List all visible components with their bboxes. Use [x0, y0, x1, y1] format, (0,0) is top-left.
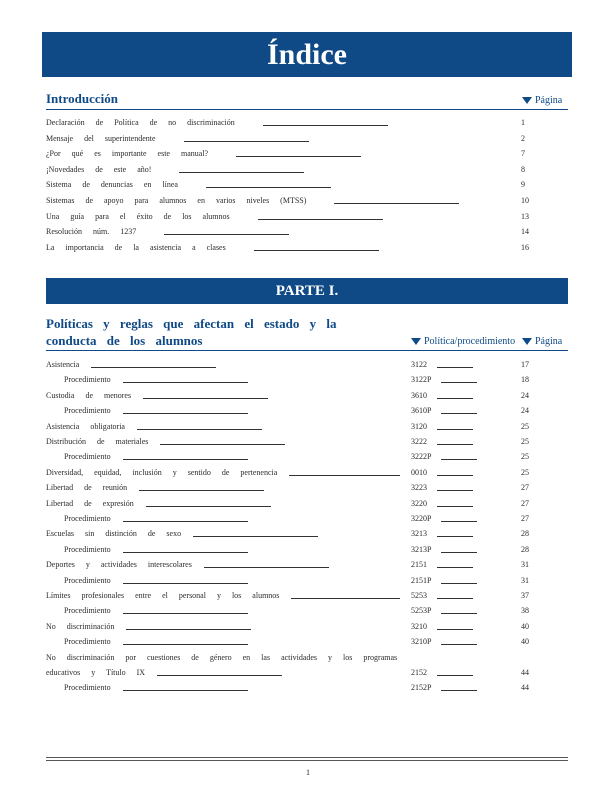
entry-page-number: 37: [521, 591, 529, 600]
dot-leader: [91, 367, 216, 368]
toc-entry: [0, 450, 616, 464]
dot-leader: [123, 413, 248, 414]
code-leader: [437, 444, 473, 445]
entry-page-number: 27: [521, 483, 529, 493]
policy-code: 5253: [411, 591, 427, 600]
policy-code: 3210P: [411, 637, 432, 647]
part1-title: PARTE I.: [275, 283, 339, 299]
toc-entry: [0, 651, 616, 665]
entry-page-number: 25: [521, 437, 529, 446]
entry-title: Mensaje del superintendente: [46, 133, 156, 143]
code-leader: [437, 629, 473, 630]
toc-entry: [0, 241, 616, 255]
entry-title: Custodia de menores: [46, 390, 132, 400]
entry-title: Escuelas sin distinción de sexo: [46, 529, 182, 539]
policy-code: 3223: [411, 483, 427, 493]
dot-leader: [258, 219, 383, 220]
toc-entry: [0, 225, 616, 239]
dot-leader: [123, 459, 248, 460]
entry-page-number: 8: [521, 164, 525, 174]
dot-leader: [123, 690, 248, 691]
entry-title: Procedimiento: [64, 544, 111, 554]
entry-page-number: 27: [521, 498, 529, 508]
code-leader: [437, 675, 473, 676]
code-leader: [441, 644, 477, 645]
policy-code: 2152P: [411, 683, 432, 692]
code-leader: [437, 567, 473, 568]
code-leader: [437, 398, 473, 399]
entry-title: Resolución núm. 1237: [46, 227, 137, 237]
entry-page-number: 28: [521, 544, 529, 554]
entry-page-number: 10: [521, 196, 529, 205]
dot-leader: [193, 536, 318, 537]
dot-leader: [139, 490, 264, 491]
entry-title: Deportes y actividades interescolares: [46, 560, 192, 570]
toc-entry: [0, 512, 616, 526]
dot-leader: [146, 506, 271, 507]
code-leader: [437, 367, 473, 368]
dot-leader: [334, 203, 459, 204]
entry-title: Diversidad, equidad, inclusión y sentido de pertenencia: [46, 467, 278, 477]
entry-title: Asistencia obligatoria: [46, 421, 125, 431]
code-leader: [441, 413, 477, 414]
entry-page-number: 9: [521, 180, 525, 190]
toc-entry: [0, 481, 616, 495]
toc-entry: [0, 435, 616, 449]
entry-title: La importancia de la asistencia a clases: [46, 242, 226, 252]
code-leader: [441, 613, 477, 614]
triangle-down-icon: [411, 338, 421, 345]
code-leader: [437, 475, 473, 476]
code-leader: [441, 382, 477, 383]
footer-rule-bottom: [46, 760, 568, 761]
part1-banner: [46, 278, 568, 304]
dot-leader: [184, 141, 309, 142]
entry-title: Distribución de materiales: [46, 437, 149, 446]
entry-page-number: 25: [521, 421, 529, 431]
toc-entry-continuation: [0, 666, 616, 680]
code-leader: [437, 536, 473, 537]
intro-page-column-header: Página: [522, 95, 562, 106]
code-leader: [441, 690, 477, 691]
entry-title: ¡Novedades de este año!: [46, 164, 152, 174]
entry-title: Procedimiento: [64, 606, 111, 616]
dot-leader: [123, 583, 248, 584]
policy-code: 3120: [411, 421, 427, 431]
entry-title: Procedimiento: [64, 637, 111, 647]
code-leader: [437, 598, 473, 599]
policy-code: 3610: [411, 390, 427, 400]
code-leader: [441, 552, 477, 553]
toc-entry: [0, 210, 616, 224]
toc-entry: [0, 604, 616, 618]
code-leader: [437, 429, 473, 430]
entry-title: ¿Por qué es importante este manual?: [46, 149, 209, 159]
dot-leader: [236, 156, 361, 157]
entry-title: Procedimiento: [64, 575, 111, 585]
policy-code: 3122: [411, 360, 427, 369]
dot-leader: [123, 644, 248, 645]
entry-page-number: 25: [521, 452, 529, 462]
dot-leader: [160, 444, 285, 445]
entry-title: Límites profesionales entre el personal y los alumnos: [46, 591, 280, 600]
toc-entry: [0, 420, 616, 434]
toc-entry: [0, 194, 616, 208]
toc-entry: [0, 178, 616, 192]
entry-page-number: 2: [521, 133, 525, 143]
entry-page-number: 44: [521, 683, 529, 692]
toc-entry: [0, 404, 616, 418]
dot-leader: [289, 475, 400, 476]
code-leader: [437, 506, 473, 507]
entry-title: Asistencia: [46, 360, 80, 369]
part1-rule: [46, 350, 568, 351]
toc-entry: [0, 620, 616, 634]
dot-leader: [126, 629, 251, 630]
part1-heading-line1: Políticas y reglas que afectan el estado y la: [46, 316, 337, 331]
toc-entry: [0, 373, 616, 387]
toc-entry: [0, 116, 616, 130]
toc-entry: [0, 132, 616, 146]
entry-page-number: 13: [521, 211, 529, 221]
toc-entry: [0, 163, 616, 177]
triangle-down-icon: [522, 338, 532, 345]
dot-leader: [123, 552, 248, 553]
entry-title: Procedimiento: [64, 514, 111, 523]
entry-page-number: 40: [521, 621, 529, 631]
policy-code: 0010: [411, 467, 427, 477]
entry-title-continued: educativos y Título IX: [46, 667, 146, 677]
toc-entry: [0, 681, 616, 695]
entry-page-number: 27: [521, 514, 529, 523]
policy-code: 2151: [411, 560, 427, 570]
policy-code: 2152: [411, 667, 427, 677]
entry-title: Procedimiento: [64, 683, 111, 692]
footer-rule-top: [46, 757, 568, 758]
policy-code: 3220P: [411, 514, 432, 523]
entry-page-number: 25: [521, 467, 529, 477]
entry-title: Sistema de denuncias en línea: [46, 180, 178, 190]
dot-leader: [123, 521, 248, 522]
entry-page-number: 16: [521, 242, 529, 252]
footer-page-number: 1: [306, 768, 310, 777]
policy-code: 3610P: [411, 406, 432, 416]
entry-page-number: 24: [521, 406, 529, 416]
toc-entry: [0, 497, 616, 511]
policy-code: 3222: [411, 437, 427, 446]
toc-entry: [0, 527, 616, 541]
policy-code: 2151P: [411, 575, 432, 585]
toc-entry: [0, 466, 616, 480]
dot-leader: [157, 675, 282, 676]
entry-page-number: 31: [521, 560, 529, 570]
entry-title: Declaración de Política de no discriminación: [46, 118, 235, 127]
entry-page-number: 38: [521, 606, 529, 616]
entry-title: Sistemas de apoyo para alumnos en varios niveles (MTSS): [46, 196, 307, 205]
dot-leader: [164, 234, 289, 235]
code-leader: [437, 490, 473, 491]
entry-title: Procedimiento: [64, 452, 111, 462]
toc-entry: [0, 543, 616, 557]
entry-page-number: 7: [521, 149, 525, 159]
entry-title: Procedimiento: [64, 406, 111, 416]
code-leader: [441, 583, 477, 584]
policy-code: 3213: [411, 529, 427, 539]
toc-entry: [0, 635, 616, 649]
policy-column-header: Política/procedimiento: [411, 336, 515, 347]
dot-leader: [137, 429, 262, 430]
entry-title: Procedimiento: [64, 375, 111, 385]
toc-entry: [0, 574, 616, 588]
toc-entry: [0, 389, 616, 403]
dot-leader: [204, 567, 329, 568]
policy-code: 3222P: [411, 452, 432, 462]
entry-page-number: 18: [521, 375, 529, 385]
index-title-banner: [42, 32, 572, 77]
entry-page-number: 14: [521, 227, 529, 237]
triangle-down-icon: [522, 97, 532, 104]
entry-title: No discriminación: [46, 621, 115, 631]
toc-entry: [0, 589, 616, 603]
entry-page-number: 31: [521, 575, 529, 585]
dot-leader: [123, 382, 248, 383]
entry-page-number: 24: [521, 390, 529, 400]
code-leader: [441, 459, 477, 460]
dot-leader: [263, 125, 388, 126]
entry-page-number: 1: [521, 118, 525, 127]
dot-leader: [291, 598, 400, 599]
intro-rule: [46, 109, 568, 110]
policy-code: 3210: [411, 621, 427, 631]
index-title: Índice: [266, 38, 347, 71]
toc-entry: [0, 558, 616, 572]
dot-leader: [179, 172, 304, 173]
entry-page-number: 44: [521, 667, 529, 677]
entry-title: Libertad de expresión: [46, 498, 134, 508]
policy-code: 3122P: [411, 375, 432, 385]
dot-leader: [143, 398, 268, 399]
toc-entry: [0, 358, 616, 372]
policy-code: 3213P: [411, 544, 432, 554]
code-leader: [441, 521, 477, 522]
intro-heading: Introducción: [46, 91, 118, 106]
toc-entry: [0, 147, 616, 161]
policy-code: 3220: [411, 498, 427, 508]
entry-page-number: 28: [521, 529, 529, 539]
dot-leader: [123, 613, 248, 614]
entry-page-number: 17: [521, 360, 529, 369]
dot-leader: [254, 250, 379, 251]
entry-page-number: 40: [521, 637, 529, 647]
policy-code: 5253P: [411, 606, 432, 616]
dot-leader: [206, 187, 331, 188]
part1-heading-line2: conducta de los alumnos: [46, 333, 203, 348]
entry-title: No discriminación por cuestiones de género en las actividades y los programas: [46, 652, 398, 662]
part1-page-column-header: Página: [522, 336, 562, 347]
entry-title: Libertad de reunión: [46, 483, 128, 493]
entry-title: Una guía para el éxito de los alumnos: [46, 211, 230, 221]
